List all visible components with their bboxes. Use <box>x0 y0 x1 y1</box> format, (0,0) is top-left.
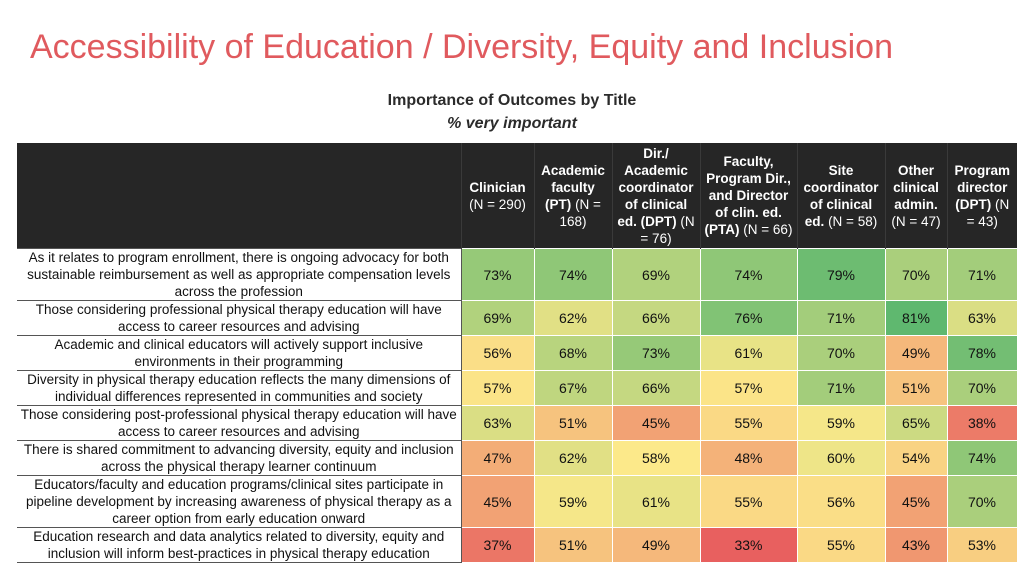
value-cell: 74% <box>947 441 1017 476</box>
column-header-title: Other clinical admin. <box>893 162 939 212</box>
column-header-count: (N = 47) <box>891 213 941 229</box>
value-cell: 70% <box>885 249 947 301</box>
value-cell: 56% <box>797 476 885 528</box>
header-blank-cell <box>17 143 461 249</box>
outcomes-heatmap-table <box>17 143 1018 563</box>
value-cell: 55% <box>797 528 885 563</box>
column-header <box>612 143 700 249</box>
column-header-count: (N = 58) <box>828 213 878 229</box>
value-cell: 55% <box>700 406 797 441</box>
value-cell: 51% <box>534 406 612 441</box>
column-header-title: Program director (DPT) <box>954 162 1011 212</box>
row-label: As it relates to program enrollment, there is ongoing advocacy for both sustainable reimbursement as well as appropriate compensation levels across the profession <box>17 249 461 301</box>
row-label: Diversity in physical therapy education reflects the many dimensions of individual differences represented in communities and society <box>17 371 461 406</box>
value-cell: 62% <box>534 441 612 476</box>
row-label: There is shared commitment to advancing diversity, equity and inclusion across the physical therapy learner continuum <box>17 441 461 476</box>
value-cell: 71% <box>797 371 885 406</box>
value-cell: 74% <box>700 249 797 301</box>
column-header-count: (N = 66) <box>743 222 793 237</box>
row-label: Those considering professional physical therapy education will have access to career resources and advising <box>17 301 461 336</box>
value-cell: 62% <box>534 301 612 336</box>
header-row <box>17 143 1017 249</box>
value-cell: 56% <box>461 336 534 371</box>
value-cell: 79% <box>797 249 885 301</box>
column-header-title: Site coordinator of clinical ed. <box>803 162 879 229</box>
column-header-count: (N = 76) <box>640 213 695 246</box>
value-cell: 51% <box>534 528 612 563</box>
value-cell: 59% <box>534 476 612 528</box>
value-cell: 58% <box>612 441 700 476</box>
value-cell: 71% <box>947 249 1017 301</box>
value-cell: 69% <box>461 301 534 336</box>
column-header-count: (N = 43) <box>966 196 1010 229</box>
value-cell: 66% <box>612 301 700 336</box>
chart-subtitle: Importance of Outcomes by Title <box>387 92 637 109</box>
value-cell: 68% <box>534 336 612 371</box>
value-cell: 73% <box>461 249 534 301</box>
column-header <box>534 143 612 249</box>
value-cell: 81% <box>885 301 947 336</box>
value-cell: 38% <box>947 406 1017 441</box>
column-header-title: Faculty, Program Dir., and Director of clin. ed. (PTA) <box>704 154 791 237</box>
column-header-title: Clinician <box>469 179 526 195</box>
value-cell: 61% <box>612 476 700 528</box>
table-row <box>17 406 1017 441</box>
value-cell: 67% <box>534 371 612 406</box>
column-header <box>700 143 797 249</box>
value-cell: 49% <box>612 528 700 563</box>
value-cell: 70% <box>947 371 1017 406</box>
column-header-title: Academic faculty (PT) <box>541 162 605 212</box>
table-row <box>17 528 1017 563</box>
value-cell: 53% <box>947 528 1017 563</box>
table-row <box>17 441 1017 476</box>
value-cell: 47% <box>461 441 534 476</box>
table-body <box>17 249 1017 563</box>
value-cell: 45% <box>612 406 700 441</box>
row-label: Those considering post-professional physical therapy education will have access to career resources and advising <box>17 406 461 441</box>
value-cell: 70% <box>947 476 1017 528</box>
table-row <box>17 336 1017 371</box>
column-header <box>461 143 534 249</box>
value-cell: 43% <box>885 528 947 563</box>
value-cell: 48% <box>700 441 797 476</box>
row-label: Education research and data analytics related to diversity, equity and inclusion will inform best-practices in physical therapy education <box>17 528 461 563</box>
value-cell: 61% <box>700 336 797 371</box>
value-cell: 60% <box>797 441 885 476</box>
value-cell: 65% <box>885 406 947 441</box>
value-cell: 49% <box>885 336 947 371</box>
table-row <box>17 476 1017 528</box>
value-cell: 63% <box>461 406 534 441</box>
table-row <box>17 371 1017 406</box>
value-cell: 74% <box>534 249 612 301</box>
column-header-title: Dir./ Academic coordinator of clinical ed. (DPT) <box>617 145 694 229</box>
value-cell: 55% <box>700 476 797 528</box>
value-cell: 37% <box>461 528 534 563</box>
value-cell: 45% <box>461 476 534 528</box>
table-row <box>17 249 1017 301</box>
value-cell: 63% <box>947 301 1017 336</box>
value-cell: 73% <box>612 336 700 371</box>
column-header <box>885 143 947 249</box>
value-cell: 33% <box>700 528 797 563</box>
value-cell: 45% <box>885 476 947 528</box>
page-title: Accessibility of Education / Diversity, Equity and Inclusion <box>30 28 893 66</box>
value-cell: 69% <box>612 249 700 301</box>
table-row <box>17 301 1017 336</box>
row-label: Educators/faculty and education programs/clinical sites participate in pipeline development by increasing awareness of physical therapy as a career option from early education onward <box>17 476 461 528</box>
value-cell: 76% <box>700 301 797 336</box>
value-cell: 51% <box>885 371 947 406</box>
value-cell: 54% <box>885 441 947 476</box>
chart-note: % very important <box>447 115 577 132</box>
value-cell: 71% <box>797 301 885 336</box>
column-header <box>947 143 1017 249</box>
value-cell: 57% <box>461 371 534 406</box>
value-cell: 59% <box>797 406 885 441</box>
value-cell: 78% <box>947 336 1017 371</box>
value-cell: 66% <box>612 371 700 406</box>
row-label: Academic and clinical educators will actively support inclusive environments in their programming <box>17 336 461 371</box>
column-header-count: (N = 290) <box>469 196 526 212</box>
value-cell: 57% <box>700 371 797 406</box>
value-cell: 70% <box>797 336 885 371</box>
column-header-count: (N = 168) <box>559 196 601 229</box>
column-header <box>797 143 885 249</box>
